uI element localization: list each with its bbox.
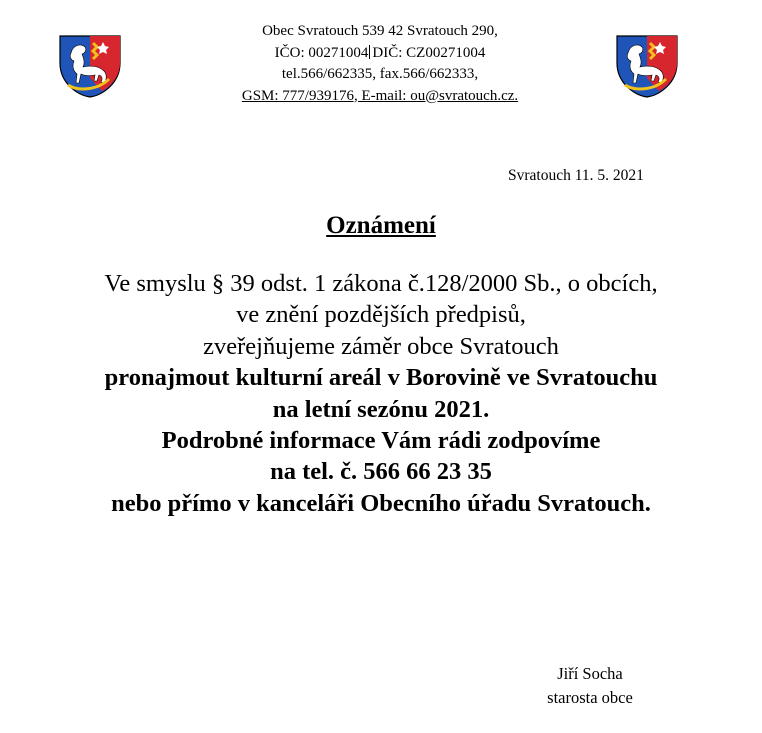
body-line-2: ve znění pozdějších předpisů, — [236, 301, 526, 329]
signature-role: starosta obce — [547, 688, 633, 707]
announcement-body — [0, 268, 762, 519]
signature-block — [528, 662, 652, 710]
body-line-4: pronajmout kulturní areál v Borovině ve Svratouchu — [104, 364, 658, 392]
document-date: Svratouch 11. 5. 2021 — [508, 167, 644, 184]
body-line-6: Podrobné informace Vám rádi zodpovíme — [161, 427, 601, 455]
signature-name: Jiří Socha — [557, 664, 623, 683]
body-line-8: nebo přímo v kanceláři Obecního úřadu Svratouch. — [111, 489, 651, 517]
letterhead-address: Obec Svratouch 539 42 Svratouch 290, — [262, 23, 498, 39]
body-line-3: zveřejňujeme záměr obce Svratouch — [203, 332, 559, 360]
letterhead-ids — [150, 43, 610, 65]
letterhead — [150, 21, 610, 107]
id-separator — [369, 45, 370, 59]
body-line-5: na letní sezónu 2021. — [272, 395, 490, 423]
body-line-7: na tel. č. 566 66 23 35 — [270, 458, 492, 486]
letterhead-ico: IČO: 00271004 — [274, 44, 369, 61]
page-title: Oznámení — [326, 212, 436, 239]
coat-of-arms-right-icon — [614, 33, 680, 99]
letterhead-dic: DIČ: CZ00271004 — [372, 44, 486, 61]
coat-of-arms-left-icon — [57, 33, 123, 99]
letterhead-phone-fax: tel.566/662335, fax.566/662333, — [281, 66, 479, 82]
body-line-1: Ve smyslu § 39 odst. 1 zákona č.128/2000 Sb., o obcích, — [104, 270, 658, 297]
letterhead-gsm-email: GSM: 777/939176, E-mail: ou@svratouch.cz. — [241, 87, 519, 104]
